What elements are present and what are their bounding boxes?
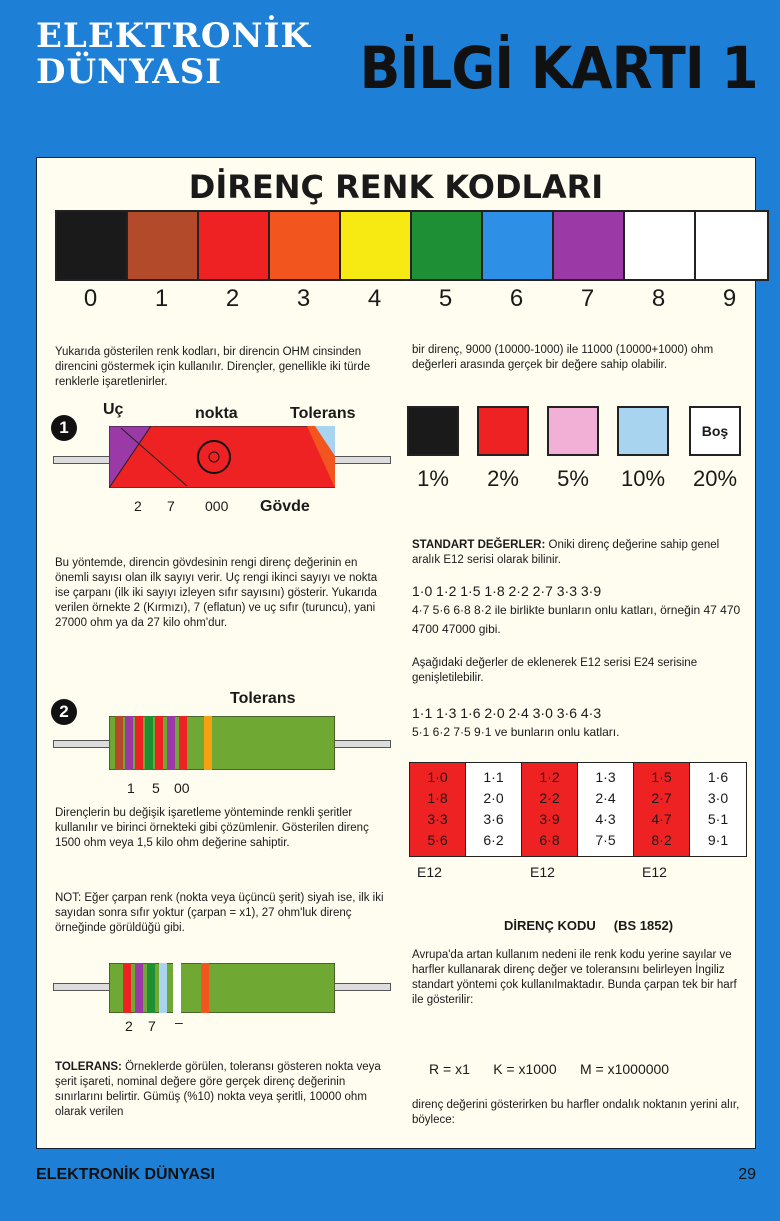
code-text: Avrupa'da artan kullanım nedeni ile renk kodu yerine sayılar ve harfler kullanarak direnç değer ve toleransını belirleyen İngiliz standart yöntemi çok kullanılmaktadır. Bunda çarpan tek bir harf ile gösterilir: <box>412 949 737 1006</box>
fig2-lead-right <box>329 740 391 748</box>
e24-intro-text: Aşağıdaki değerler de eklenerek E12 serisi E24 serisine genişletilebilir. <box>412 657 698 684</box>
tolerance-swatch-20: Boş <box>689 406 741 456</box>
fig3-lead-left <box>53 983 115 991</box>
fig1-tolerans-label: Tolerans <box>290 405 356 422</box>
series-value: 6·8 <box>539 832 560 848</box>
series-value: 3·9 <box>539 811 560 827</box>
series-column-5 <box>634 763 690 856</box>
resistor-1-body <box>109 426 335 488</box>
page-title: DİRENÇ RENK KODLARI <box>188 168 604 206</box>
fig2-lead-left <box>53 740 115 748</box>
fig1-lead-left <box>53 456 115 464</box>
fig2-digit-1: 1 <box>127 780 135 796</box>
fig2-digit-3: 00 <box>174 780 190 796</box>
fig3-digit-3: – <box>175 1014 183 1030</box>
digit-label: 7 <box>580 285 595 312</box>
digit-label: 2 <box>225 285 240 312</box>
series-column-3 <box>522 763 578 856</box>
series-value: 1·6 <box>707 769 729 785</box>
series-value: 2·4 <box>595 790 616 806</box>
digit-label: 0 <box>83 285 98 312</box>
e12-line-1: 1·0 1·2 1·5 1·8 2·2 2·7 3·3 3·9 <box>412 583 602 599</box>
fig1-uc-label: Uç <box>103 401 124 418</box>
standard-label: STANDART DEĞERLER: <box>412 539 546 551</box>
digit-label: 1 <box>154 285 169 312</box>
tolerance-label-1: 1% <box>417 466 449 491</box>
fig1-nokta-label: nokta <box>195 405 238 422</box>
series-value: 1·8 <box>427 790 448 806</box>
note-text: NOT: Eğer çarpan renk (nokta veya üçüncü şerit) siyah ise, ilk iki sayıdan sonra sıfır yoktur (çarpan = x1), 27 ohm'luk direnç örneğinde görüldüğü gibi. <box>55 892 384 934</box>
tolerance-swatch-10 <box>617 406 669 456</box>
fig1-digit-3: 000 <box>205 498 229 514</box>
fig3-digit-2: 7 <box>148 1018 156 1034</box>
color-band-8 <box>625 212 696 279</box>
grid-label-e12: E12 <box>530 864 555 880</box>
e24-line-1: 1·1 1·3 1·6 2·0 2·4 3·0 3·6 4·3 <box>412 705 602 721</box>
fig1-digit-1: 2 <box>134 498 142 514</box>
color-band-3 <box>270 212 341 279</box>
series-value: 1·5 <box>651 769 672 785</box>
series-column-1 <box>410 763 466 856</box>
digit-label: 9 <box>722 285 737 312</box>
info-card <box>36 157 756 1149</box>
series-column-6 <box>690 763 746 856</box>
figure-2-number: 2 <box>51 699 77 725</box>
method-1-text: Bu yöntemde, direncin gövdesinin rengi direnç değerinin en önemli sayısı olan ilk sayıyı verir. Uç rengi ikinci sayıyı ve nokta ise çarpanı (ilk iki sayıyı izleyen sıfır sayısını) gösterir. Yukarıda verilen örnekte 2 (Kırmızı), 7 (eflatun) ve uç sıfır (turuncu), yani 27000 ohm ya da 27 kilo ohm'dur. <box>55 557 378 629</box>
page-number: 29 <box>738 1166 756 1183</box>
fig1-digit-2: 7 <box>167 498 175 514</box>
series-column-2 <box>466 763 522 856</box>
resistor-3-body <box>109 963 335 1013</box>
fig3-lead-right <box>329 983 391 991</box>
standard-values-text <box>412 538 750 568</box>
color-band-5 <box>412 212 483 279</box>
series-value: 8·2 <box>651 832 672 848</box>
series-value: 1·1 <box>483 769 504 785</box>
intro-right-text: bir direnç, 9000 (10000-1000) ile 11000 (10000+1000) ohm değerleri arasında gerçek bir değere sahip olabilir. <box>412 344 714 371</box>
series-column-4 <box>578 763 634 856</box>
fig1-lead-right <box>329 456 391 464</box>
intro-left-text: Yukarıda gösterilen renk kodları, bir direncin OHM cinsinden direncini göstermek için kullanılır. Dirençler, genellikle iki türde renklerle işaretlenirler. <box>55 346 371 388</box>
code-tail-text: direnç değerini gösterirken bu harfler ondalık noktanın yerini alır, böylece: <box>412 1099 740 1126</box>
series-value: 3·3 <box>427 811 448 827</box>
series-value: 4·3 <box>595 811 616 827</box>
tolerance-label-2: 2% <box>487 466 519 491</box>
digit-label: 8 <box>651 285 666 312</box>
digit-row <box>55 285 765 313</box>
color-band-strip <box>55 210 769 281</box>
series-value: 4·7 <box>651 811 672 827</box>
grid-label-e12: E12 <box>417 864 442 880</box>
brand-logo <box>36 18 311 90</box>
series-value: 6·2 <box>483 832 504 848</box>
method-2-text: Dirençlerin bu değişik işaretleme yönteminde renkli şeritler kullanılır ve birinci örnekteki gibi çözümlenir. Gösterilen direnç 1500 ohm veya 1,5 kilo ohm değerine sahiptir. <box>55 807 369 849</box>
series-value: 1·2 <box>539 769 560 785</box>
footer-brand: ELEKTRONİK DÜNYASI <box>36 1166 215 1183</box>
standard-body: Oniki direnç değerine sahip genel aralık E12 serisi olarak bilinir. <box>412 539 720 566</box>
color-band-7 <box>554 212 625 279</box>
color-band-4 <box>341 212 412 279</box>
brand-line-2: DÜNYASI <box>36 52 223 92</box>
e24-line-2: 5·1 6·2 7·5 9·1 ve bunların onlu katları. <box>412 725 620 739</box>
fig2-tolerans-label: Tolerans <box>230 690 296 707</box>
code-multipliers: R = x1 K = x1000 M = x1000000 <box>429 1061 670 1077</box>
tolerance-swatch-1 <box>407 406 459 456</box>
series-value: 1·3 <box>595 769 616 785</box>
tolerance-swatch-2 <box>477 406 529 456</box>
digit-label: 4 <box>367 285 382 312</box>
tolerance-label-20: 20% <box>692 466 738 491</box>
series-value: 5·6 <box>427 832 448 848</box>
grid-label-e12: E12 <box>642 864 667 880</box>
color-band-1 <box>128 212 199 279</box>
digit-label: 3 <box>296 285 311 312</box>
digit-label: 5 <box>438 285 453 312</box>
tolerance-label-5: 5% <box>557 466 589 491</box>
fig1-govde-label: Gövde <box>260 498 310 515</box>
tolerance-body: Örneklerde görülen, toleransı gösteren nokta veya şerit işareti, nominal değere göre gerçek direnç değerinin sınırlarını belirtir. Gümüş (%10) nokta veya şeritli, 10000 ohm olarak verilen <box>55 1061 381 1118</box>
color-band-9 <box>696 212 767 279</box>
e12-line-2: 4·7 5·6 6·8 8·2 ile birlikte bunların onlu katları, örneğin 47 470 4700 47000 gibi. <box>412 603 741 636</box>
series-value: 2·2 <box>539 790 560 806</box>
series-value: 9·1 <box>707 832 729 848</box>
series-grid <box>409 762 747 857</box>
figure-1-number: 1 <box>51 415 77 441</box>
series-value: 3·0 <box>707 790 729 806</box>
color-band-0 <box>57 212 128 279</box>
tolerance-swatch-5 <box>547 406 599 456</box>
code-title: DİRENÇ KODU (BS 1852) <box>504 918 674 933</box>
card-title: BİLGİ KARTI 1 <box>359 34 758 102</box>
fig3-digit-1: 2 <box>125 1018 133 1034</box>
color-band-2 <box>199 212 270 279</box>
resistor-2-body <box>109 716 335 770</box>
series-value: 5·1 <box>707 811 729 827</box>
digit-label: 6 <box>509 285 524 312</box>
brand-line-1: ELEKTRONİK <box>36 16 311 56</box>
tolerance-text <box>55 1060 387 1120</box>
tolerance-label-10: 10% <box>620 466 666 491</box>
series-value: 3·6 <box>483 811 504 827</box>
color-band-6 <box>483 212 554 279</box>
series-value: 1·0 <box>427 769 448 785</box>
series-value: 2·0 <box>483 790 504 806</box>
series-value: 2·7 <box>651 790 672 806</box>
series-value: 7·5 <box>595 832 616 848</box>
tolerance-label: TOLERANS: <box>55 1061 122 1073</box>
fig2-digit-2: 5 <box>152 780 160 796</box>
